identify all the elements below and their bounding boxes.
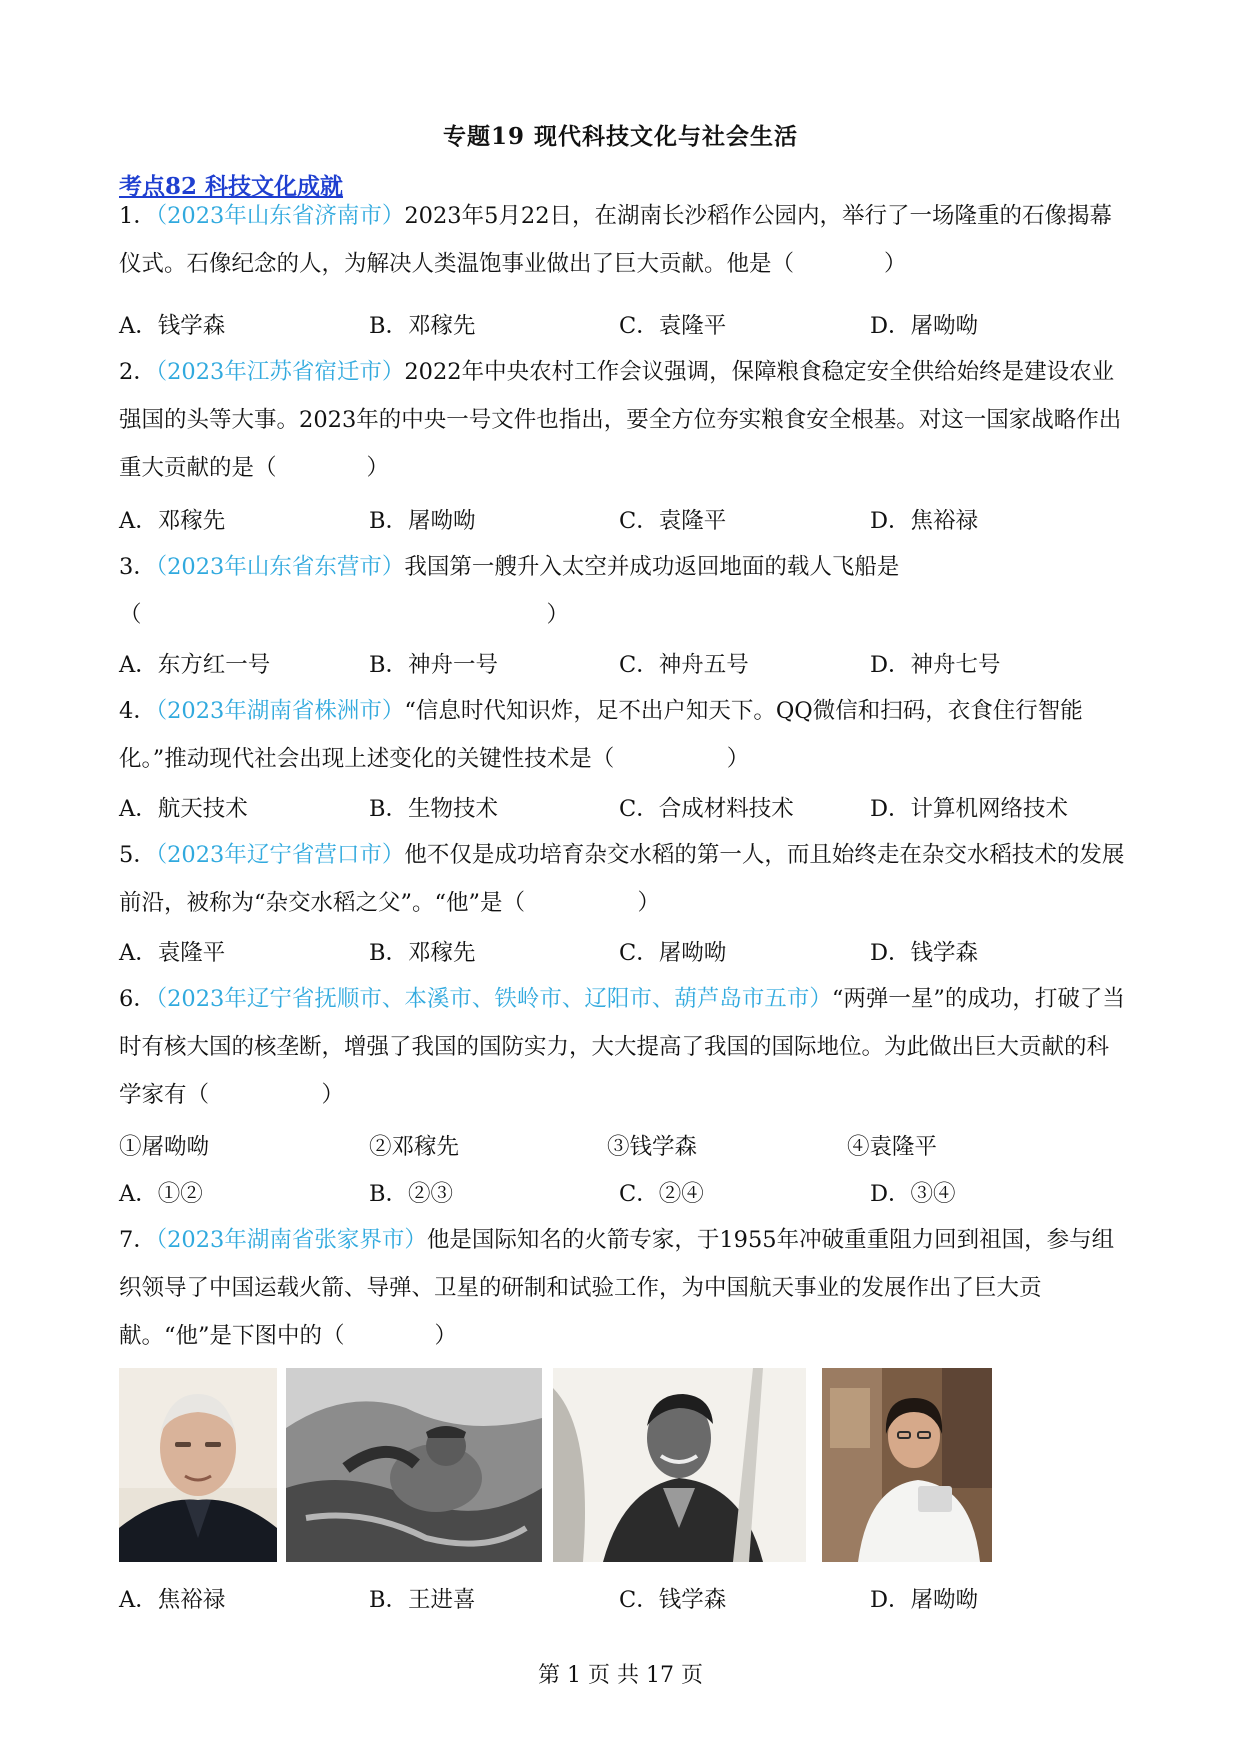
question-stem: “两弹一星”的成功，打破了当时有核大国的核垄断，增强了我国的国防实力，大大提高了我国的国际地位。为此做出巨大贡献的科学家有（ ） (119, 986, 1125, 1108)
options-4 (119, 791, 1131, 835)
option-c: C．袁隆平 (619, 508, 727, 534)
option-c: C．袁隆平 (619, 313, 727, 339)
choice-1: ①屠呦呦 (119, 1134, 210, 1160)
options-3 (119, 647, 1131, 691)
question-source: （2023年山东省济南市） (155, 203, 405, 229)
photo-c-smiling-man (553, 1368, 806, 1562)
options-1 (119, 308, 1131, 352)
question-number: 5． (119, 842, 156, 868)
question-number: 2． (119, 359, 156, 385)
option-b: B．生物技术 (369, 796, 499, 822)
option-c: C．钱学森 (619, 1587, 727, 1613)
question-source: （2023年湖南省株洲市） (155, 698, 405, 724)
option-a: A．①② (119, 1181, 203, 1207)
option-b: B．邓稼先 (369, 313, 476, 339)
options-5 (119, 935, 1131, 979)
option-a: A．航天技术 (119, 796, 248, 822)
option-d: D．神舟七号 (870, 652, 1001, 678)
photo-a-elderly-man (119, 1368, 277, 1562)
question-4 (119, 687, 1131, 783)
question-stem: 他不仅是成功培育杂交水稻的第一人，而且始终走在杂交水稻技术的发展前沿，被称为“杂交水稻之父”。“他”是（ ） (119, 842, 1125, 916)
option-b: B．屠呦呦 (369, 508, 476, 534)
question-source: （2023年辽宁省营口市） (155, 842, 405, 868)
question-2 (119, 348, 1131, 492)
question-number: 4． (119, 698, 156, 724)
photo-d-woman-in-lab (822, 1368, 992, 1562)
choice-3: ③钱学森 (607, 1134, 698, 1160)
option-b: B．②③ (369, 1181, 454, 1207)
question-stem: 2023年5月22日，在湖南长沙稻作公园内，举行了一场隆重的石像揭幕仪式。石像纪念的人，为解决人类温饱事业做出了巨大贡献。他是（ ） (119, 203, 1113, 277)
option-d: D．焦裕禄 (870, 508, 979, 534)
question-source: （2023年山东省东营市） (155, 554, 405, 580)
option-b: B．邓稼先 (369, 940, 476, 966)
option-d: D．钱学森 (870, 940, 979, 966)
question-stem: 我国第一艘升入太空并成功返回地面的载人飞船是（ ） (119, 554, 900, 628)
question-source: （2023年湖南省张家界市） (155, 1227, 427, 1253)
options-6 (119, 1176, 1131, 1220)
question-number: 1． (119, 203, 156, 229)
option-a: A．袁隆平 (119, 940, 226, 966)
question-source: （2023年辽宁省抚顺市、本溪市、铁岭市、辽阳市、葫芦岛市五市） (155, 986, 832, 1012)
option-a: A．邓稼先 (119, 508, 226, 534)
question-1 (119, 192, 1131, 288)
section-heading[interactable]: 考点82 科技文化成就 (119, 173, 344, 200)
option-a: A．钱学森 (119, 313, 226, 339)
option-a: A．东方红一号 (119, 652, 271, 678)
question-5 (119, 831, 1131, 927)
question-stem: 2022年中央农村工作会议强调，保障粮食稳定安全供给始终是建设农业强国的头等大事。2023年的中央一号文件也指出，要全方位夯实粮食安全根基。对这一国家战略作出重大贡献的是（ ） (119, 359, 1122, 481)
question-3 (119, 543, 1131, 639)
option-c: C．②④ (619, 1181, 704, 1207)
option-c: C．神舟五号 (619, 652, 749, 678)
question-number: 7． (119, 1227, 156, 1253)
question-stem: 他是国际知名的火箭专家，于1955年冲破重重阻力回到祖国，参与组织领导了中国运载火箭、导弹、卫星的研制和试验工作，为中国航天事业的发展作出了巨大贡献。“他”是下图中的（ ） (119, 1227, 1115, 1349)
option-a: A．焦裕禄 (119, 1587, 226, 1613)
page-footer: 第 1 页 共 17 页 (538, 1663, 703, 1688)
choices-6 (119, 1129, 1131, 1173)
option-c: C．合成材料技术 (619, 796, 794, 822)
question-stem: “信息时代知识炸，足不出户知天下。QQ微信和扫码，衣食住行智能化。”推动现代社会出现上述变化的关键性技术是（ ） (119, 698, 1083, 772)
option-d: D．屠呦呦 (870, 313, 979, 339)
question-number: 3． (119, 554, 156, 580)
options-2 (119, 503, 1131, 547)
option-c: C．屠呦呦 (619, 940, 727, 966)
page-title: 专题19 现代科技文化与社会生活 (442, 123, 798, 150)
option-b: B．神舟一号 (369, 652, 499, 678)
question-number: 6． (119, 986, 156, 1012)
question-6 (119, 975, 1131, 1119)
options-7 (119, 1582, 1131, 1626)
choice-4: ④袁隆平 (847, 1134, 938, 1160)
photo-b-worker-in-mud (286, 1368, 542, 1562)
option-d: D．计算机网络技术 (870, 796, 1069, 822)
option-d: D．屠呦呦 (870, 1587, 979, 1613)
choice-2: ②邓稼先 (369, 1134, 460, 1160)
option-b: B．王进喜 (369, 1587, 476, 1613)
question-source: （2023年江苏省宿迁市） (155, 359, 405, 385)
question-7 (119, 1216, 1131, 1360)
option-d: D．③④ (870, 1181, 956, 1207)
